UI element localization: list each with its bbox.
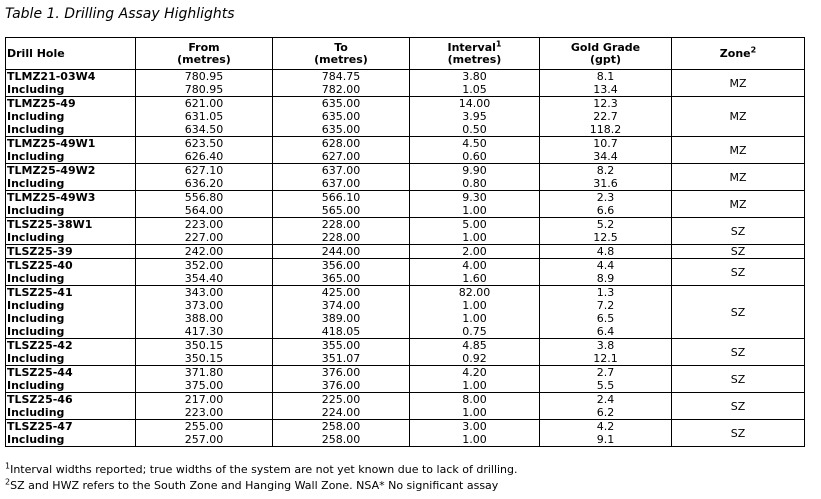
table-row — [6, 218, 805, 232]
cell-grade: 4.4 — [540, 259, 672, 273]
cell-hole: TLSZ25-44 — [6, 366, 136, 380]
header-drill-hole — [6, 38, 136, 70]
cell-to: 637.00 — [273, 164, 410, 178]
cell-from: 417.30 — [136, 325, 273, 339]
cell-zone: SZ — [672, 420, 805, 447]
cell-to: 365.00 — [273, 272, 410, 286]
footnote-1 — [5, 463, 518, 476]
cell-interval: 82.00 — [410, 286, 540, 300]
footnote-2-text: SZ and HWZ refers to the South Zone and Hanging Wall Zone. NSA* No significant assay — [10, 479, 499, 492]
cell-to: 355.00 — [273, 339, 410, 353]
table-caption: Table 1. Drilling Assay Highlights — [5, 6, 235, 22]
cell-to: 376.00 — [273, 379, 410, 393]
cell-zone: SZ — [672, 339, 805, 366]
cell-zone: MZ — [672, 70, 805, 97]
cell-grade: 8.2 — [540, 164, 672, 178]
cell-from: 623.50 — [136, 137, 273, 151]
cell-to: 244.00 — [273, 245, 410, 259]
cell-to: 782.00 — [273, 83, 410, 97]
cell-interval: 1.00 — [410, 204, 540, 218]
cell-interval: 0.75 — [410, 325, 540, 339]
cell-hole: TLSZ25-40 — [6, 259, 136, 273]
cell-to: 225.00 — [273, 393, 410, 407]
table-row — [6, 339, 805, 353]
cell-hole: Including — [6, 325, 136, 339]
cell-hole: TLMZ21-03W4 — [6, 70, 136, 84]
table-row — [6, 420, 805, 434]
header-to-label: To — [334, 40, 348, 54]
cell-from: 227.00 — [136, 231, 273, 245]
footnote-1-text: Interval widths reported; true widths of the system are not yet known due to lack of drilling. — [10, 463, 518, 476]
cell-grade: 6.4 — [540, 325, 672, 339]
cell-grade: 2.4 — [540, 393, 672, 407]
cell-to: 425.00 — [273, 286, 410, 300]
cell-hole: TLSZ25-47 — [6, 420, 136, 434]
cell-zone: SZ — [672, 218, 805, 245]
cell-from: 352.00 — [136, 259, 273, 273]
cell-grade: 5.2 — [540, 218, 672, 232]
cell-hole: TLSZ25-41 — [6, 286, 136, 300]
cell-from: 350.15 — [136, 339, 273, 353]
table-row — [6, 70, 805, 84]
header-to — [273, 38, 410, 70]
table-row — [6, 259, 805, 273]
cell-interval: 1.05 — [410, 83, 540, 97]
header-from-label: From — [188, 40, 220, 54]
cell-hole: TLSZ25-42 — [6, 339, 136, 353]
cell-grade: 31.6 — [540, 177, 672, 191]
cell-interval: 9.90 — [410, 164, 540, 178]
cell-interval: 0.92 — [410, 352, 540, 366]
cell-zone: MZ — [672, 137, 805, 164]
cell-from: 564.00 — [136, 204, 273, 218]
cell-interval: 3.95 — [410, 110, 540, 123]
cell-interval: 1.00 — [410, 433, 540, 447]
cell-grade: 2.7 — [540, 366, 672, 380]
cell-grade: 5.5 — [540, 379, 672, 393]
header-interval-unit: (metres) — [447, 52, 502, 66]
cell-zone: MZ — [672, 191, 805, 218]
cell-grade: 6.2 — [540, 406, 672, 420]
cell-from: 350.15 — [136, 352, 273, 366]
cell-to: 228.00 — [273, 231, 410, 245]
cell-from: 354.40 — [136, 272, 273, 286]
cell-to: 628.00 — [273, 137, 410, 151]
cell-hole: Including — [6, 406, 136, 420]
cell-hole: TLMZ25-49W2 — [6, 164, 136, 178]
cell-from: 388.00 — [136, 312, 273, 325]
cell-grade: 4.8 — [540, 245, 672, 259]
cell-grade: 9.1 — [540, 433, 672, 447]
cell-from: 217.00 — [136, 393, 273, 407]
cell-hole: Including — [6, 177, 136, 191]
cell-zone: SZ — [672, 366, 805, 393]
cell-hole: TLSZ25-38W1 — [6, 218, 136, 232]
cell-from: 621.00 — [136, 97, 273, 111]
cell-from: 780.95 — [136, 83, 273, 97]
cell-interval: 3.80 — [410, 70, 540, 84]
cell-from: 626.40 — [136, 150, 273, 164]
cell-interval: 2.00 — [410, 245, 540, 259]
table-row — [6, 286, 805, 300]
cell-hole: Including — [6, 433, 136, 447]
cell-from: 631.05 — [136, 110, 273, 123]
cell-grade: 22.7 — [540, 110, 672, 123]
cell-grade: 3.8 — [540, 339, 672, 353]
cell-hole: Including — [6, 352, 136, 366]
cell-hole: TLMZ25-49 — [6, 97, 136, 111]
header-zone — [672, 38, 805, 70]
header-zone-sup: 2 — [750, 44, 757, 54]
cell-to: 258.00 — [273, 420, 410, 434]
cell-from: 627.10 — [136, 164, 273, 178]
cell-zone: SZ — [672, 245, 805, 259]
footnote-2-sup: 2 — [5, 477, 11, 487]
header-drill-hole-label: Drill Hole — [7, 46, 65, 60]
cell-hole: Including — [6, 83, 136, 97]
cell-from: 780.95 — [136, 70, 273, 84]
cell-zone: SZ — [672, 286, 805, 339]
cell-grade: 12.5 — [540, 231, 672, 245]
cell-hole: Including — [6, 231, 136, 245]
cell-interval: 1.00 — [410, 379, 540, 393]
header-from-unit: (metres) — [177, 52, 231, 66]
header-interval-label: Interval — [447, 40, 496, 54]
cell-zone: MZ — [672, 164, 805, 191]
cell-hole: Including — [6, 150, 136, 164]
cell-interval: 4.20 — [410, 366, 540, 380]
table-row — [6, 97, 805, 111]
cell-interval: 0.50 — [410, 123, 540, 137]
cell-hole: Including — [6, 110, 136, 123]
header-gold-grade — [540, 38, 672, 70]
cell-from: 223.00 — [136, 218, 273, 232]
cell-interval: 1.00 — [410, 312, 540, 325]
header-grade-unit: (gpt) — [589, 52, 622, 66]
cell-from: 373.00 — [136, 299, 273, 312]
cell-from: 255.00 — [136, 420, 273, 434]
cell-hole: TLSZ25-46 — [6, 393, 136, 407]
header-interval — [410, 38, 540, 70]
cell-grade: 1.3 — [540, 286, 672, 300]
cell-zone: MZ — [672, 97, 805, 137]
cell-to: 637.00 — [273, 177, 410, 191]
cell-interval: 3.00 — [410, 420, 540, 434]
cell-from: 634.50 — [136, 123, 273, 137]
header-from — [136, 38, 273, 70]
cell-to: 376.00 — [273, 366, 410, 380]
header-grade-label: Gold Grade — [570, 40, 641, 54]
cell-interval: 4.00 — [410, 259, 540, 273]
cell-hole: TLSZ25-39 — [6, 245, 136, 259]
cell-grade: 2.3 — [540, 191, 672, 205]
cell-hole: Including — [6, 272, 136, 286]
cell-from: 371.80 — [136, 366, 273, 380]
cell-grade: 12.1 — [540, 352, 672, 366]
cell-to: 356.00 — [273, 259, 410, 273]
cell-grade: 6.5 — [540, 312, 672, 325]
footnote-2 — [5, 479, 498, 492]
cell-to: 374.00 — [273, 299, 410, 312]
cell-to: 627.00 — [273, 150, 410, 164]
cell-interval: 4.50 — [410, 137, 540, 151]
table-row — [6, 393, 805, 407]
table-row — [6, 164, 805, 178]
cell-grade: 118.2 — [540, 123, 672, 137]
cell-interval: 8.00 — [410, 393, 540, 407]
cell-zone: SZ — [672, 259, 805, 286]
cell-to: 784.75 — [273, 70, 410, 84]
cell-zone: SZ — [672, 393, 805, 420]
cell-hole: Including — [6, 204, 136, 218]
table-row — [6, 245, 805, 259]
cell-grade: 7.2 — [540, 299, 672, 312]
cell-to: 351.07 — [273, 352, 410, 366]
assay-table — [5, 37, 805, 447]
cell-grade: 10.7 — [540, 137, 672, 151]
cell-interval: 1.00 — [410, 406, 540, 420]
cell-interval: 4.85 — [410, 339, 540, 353]
cell-grade: 8.9 — [540, 272, 672, 286]
cell-hole: TLMZ25-49W3 — [6, 191, 136, 205]
cell-from: 223.00 — [136, 406, 273, 420]
table-row — [6, 366, 805, 380]
cell-to: 258.00 — [273, 433, 410, 447]
cell-hole: Including — [6, 312, 136, 325]
cell-from: 257.00 — [136, 433, 273, 447]
cell-interval: 0.60 — [410, 150, 540, 164]
cell-grade: 6.6 — [540, 204, 672, 218]
cell-to: 566.10 — [273, 191, 410, 205]
cell-grade: 8.1 — [540, 70, 672, 84]
cell-hole: Including — [6, 123, 136, 137]
cell-hole: Including — [6, 299, 136, 312]
cell-to: 389.00 — [273, 312, 410, 325]
cell-hole: Including — [6, 379, 136, 393]
cell-from: 636.20 — [136, 177, 273, 191]
cell-grade: 34.4 — [540, 150, 672, 164]
cell-grade: 12.3 — [540, 97, 672, 111]
header-zone-label: Zone — [719, 46, 751, 60]
cell-hole: TLMZ25-49W1 — [6, 137, 136, 151]
cell-to: 418.05 — [273, 325, 410, 339]
cell-grade: 4.2 — [540, 420, 672, 434]
header-interval-sup: 1 — [495, 38, 502, 48]
cell-interval: 9.30 — [410, 191, 540, 205]
table-body — [6, 70, 805, 447]
cell-to: 224.00 — [273, 406, 410, 420]
cell-interval: 0.80 — [410, 177, 540, 191]
table-row — [6, 191, 805, 205]
table-row — [6, 137, 805, 151]
footnote-1-sup: 1 — [5, 461, 11, 471]
cell-from: 375.00 — [136, 379, 273, 393]
cell-interval: 1.00 — [410, 231, 540, 245]
cell-to: 635.00 — [273, 110, 410, 123]
cell-from: 343.00 — [136, 286, 273, 300]
cell-to: 565.00 — [273, 204, 410, 218]
cell-to: 635.00 — [273, 97, 410, 111]
cell-from: 556.80 — [136, 191, 273, 205]
cell-interval: 5.00 — [410, 218, 540, 232]
cell-to: 228.00 — [273, 218, 410, 232]
cell-interval: 1.00 — [410, 299, 540, 312]
cell-interval: 14.00 — [410, 97, 540, 111]
cell-to: 635.00 — [273, 123, 410, 137]
cell-from: 242.00 — [136, 245, 273, 259]
header-row — [6, 38, 805, 70]
cell-grade: 13.4 — [540, 83, 672, 97]
header-to-unit: (metres) — [314, 52, 368, 66]
cell-interval: 1.60 — [410, 272, 540, 286]
